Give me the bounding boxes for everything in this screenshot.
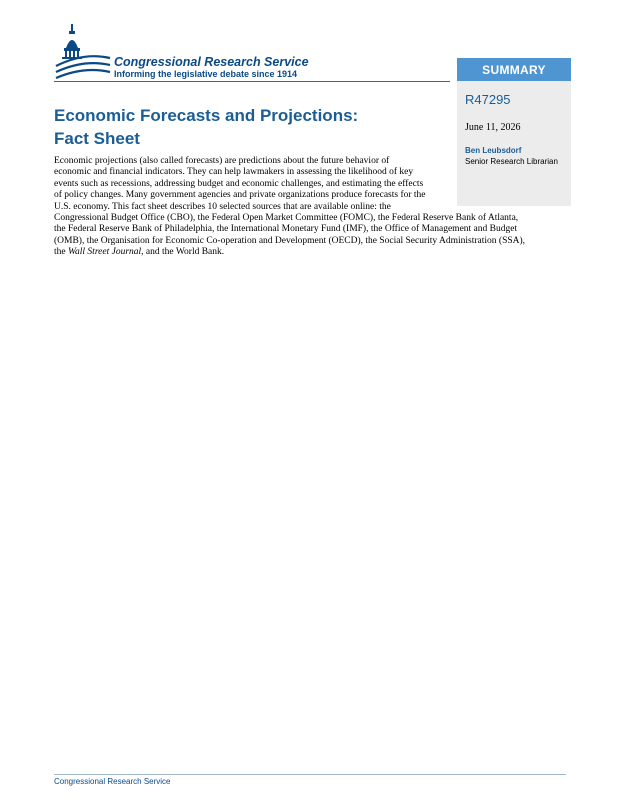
- summary-line: Economic projections (also called forecasts) are predictions about the future behavior of: [54, 156, 390, 166]
- summary-line: of policy changes. Many government agencies and private organizations produce forecasts for the: [54, 190, 426, 201]
- report-date: June 11, 2026: [465, 122, 521, 133]
- summary-line: U.S. economy. This fact sheet describes 10 selected sources that are available online: the: [54, 201, 391, 212]
- summary-line-last: [54, 247, 564, 258]
- summary-line: events such as recessions, addressing budget and economic challenges, and estimating the effects: [54, 178, 424, 189]
- crs-logo: [54, 22, 474, 84]
- author-name: Ben Leubsdorf: [465, 146, 522, 155]
- logo-name: Congressional Research Service: [114, 55, 309, 69]
- summary-heading: SUMMARY: [457, 58, 571, 81]
- summary-line: Congressional Budget Office (CBO), the Federal Open Market Committee (FOMC), the Federal Reserve Bank of Atlanta,: [54, 213, 519, 224]
- footer-label: Congressional Research Service: [54, 777, 171, 786]
- publication-name: Wall Street Journal: [67, 247, 142, 258]
- summary-line: economic and financial indicators. They can help lawmakers in assessing the likelihood of key: [54, 167, 414, 178]
- title-line-2: Fact Sheet: [54, 129, 140, 148]
- title-line-1: Economic Forecasts and Projections:: [54, 106, 359, 125]
- report-number: R47295: [465, 92, 511, 107]
- summary-line: (OMB), the Organisation for Economic Co-operation and Development (OECD), the Social Security Administration (SSA),: [54, 235, 526, 246]
- summary-text: , and the World Bank.: [141, 247, 225, 258]
- logo-tagline: Informing the legislative debate since 1914: [114, 69, 298, 79]
- page-title: [54, 104, 434, 150]
- summary-text: the: [54, 247, 68, 258]
- summary-paragraph: [54, 156, 564, 259]
- author-title: Senior Research Librarian: [465, 157, 558, 166]
- header-divider: [54, 81, 450, 82]
- capitol-dome-icon: [54, 22, 112, 82]
- summary-line: the Federal Reserve Bank of Philadelphia, the International Monetary Fund (IMF), the Office of Management and Budget: [54, 224, 518, 235]
- footer-divider: [54, 774, 566, 775]
